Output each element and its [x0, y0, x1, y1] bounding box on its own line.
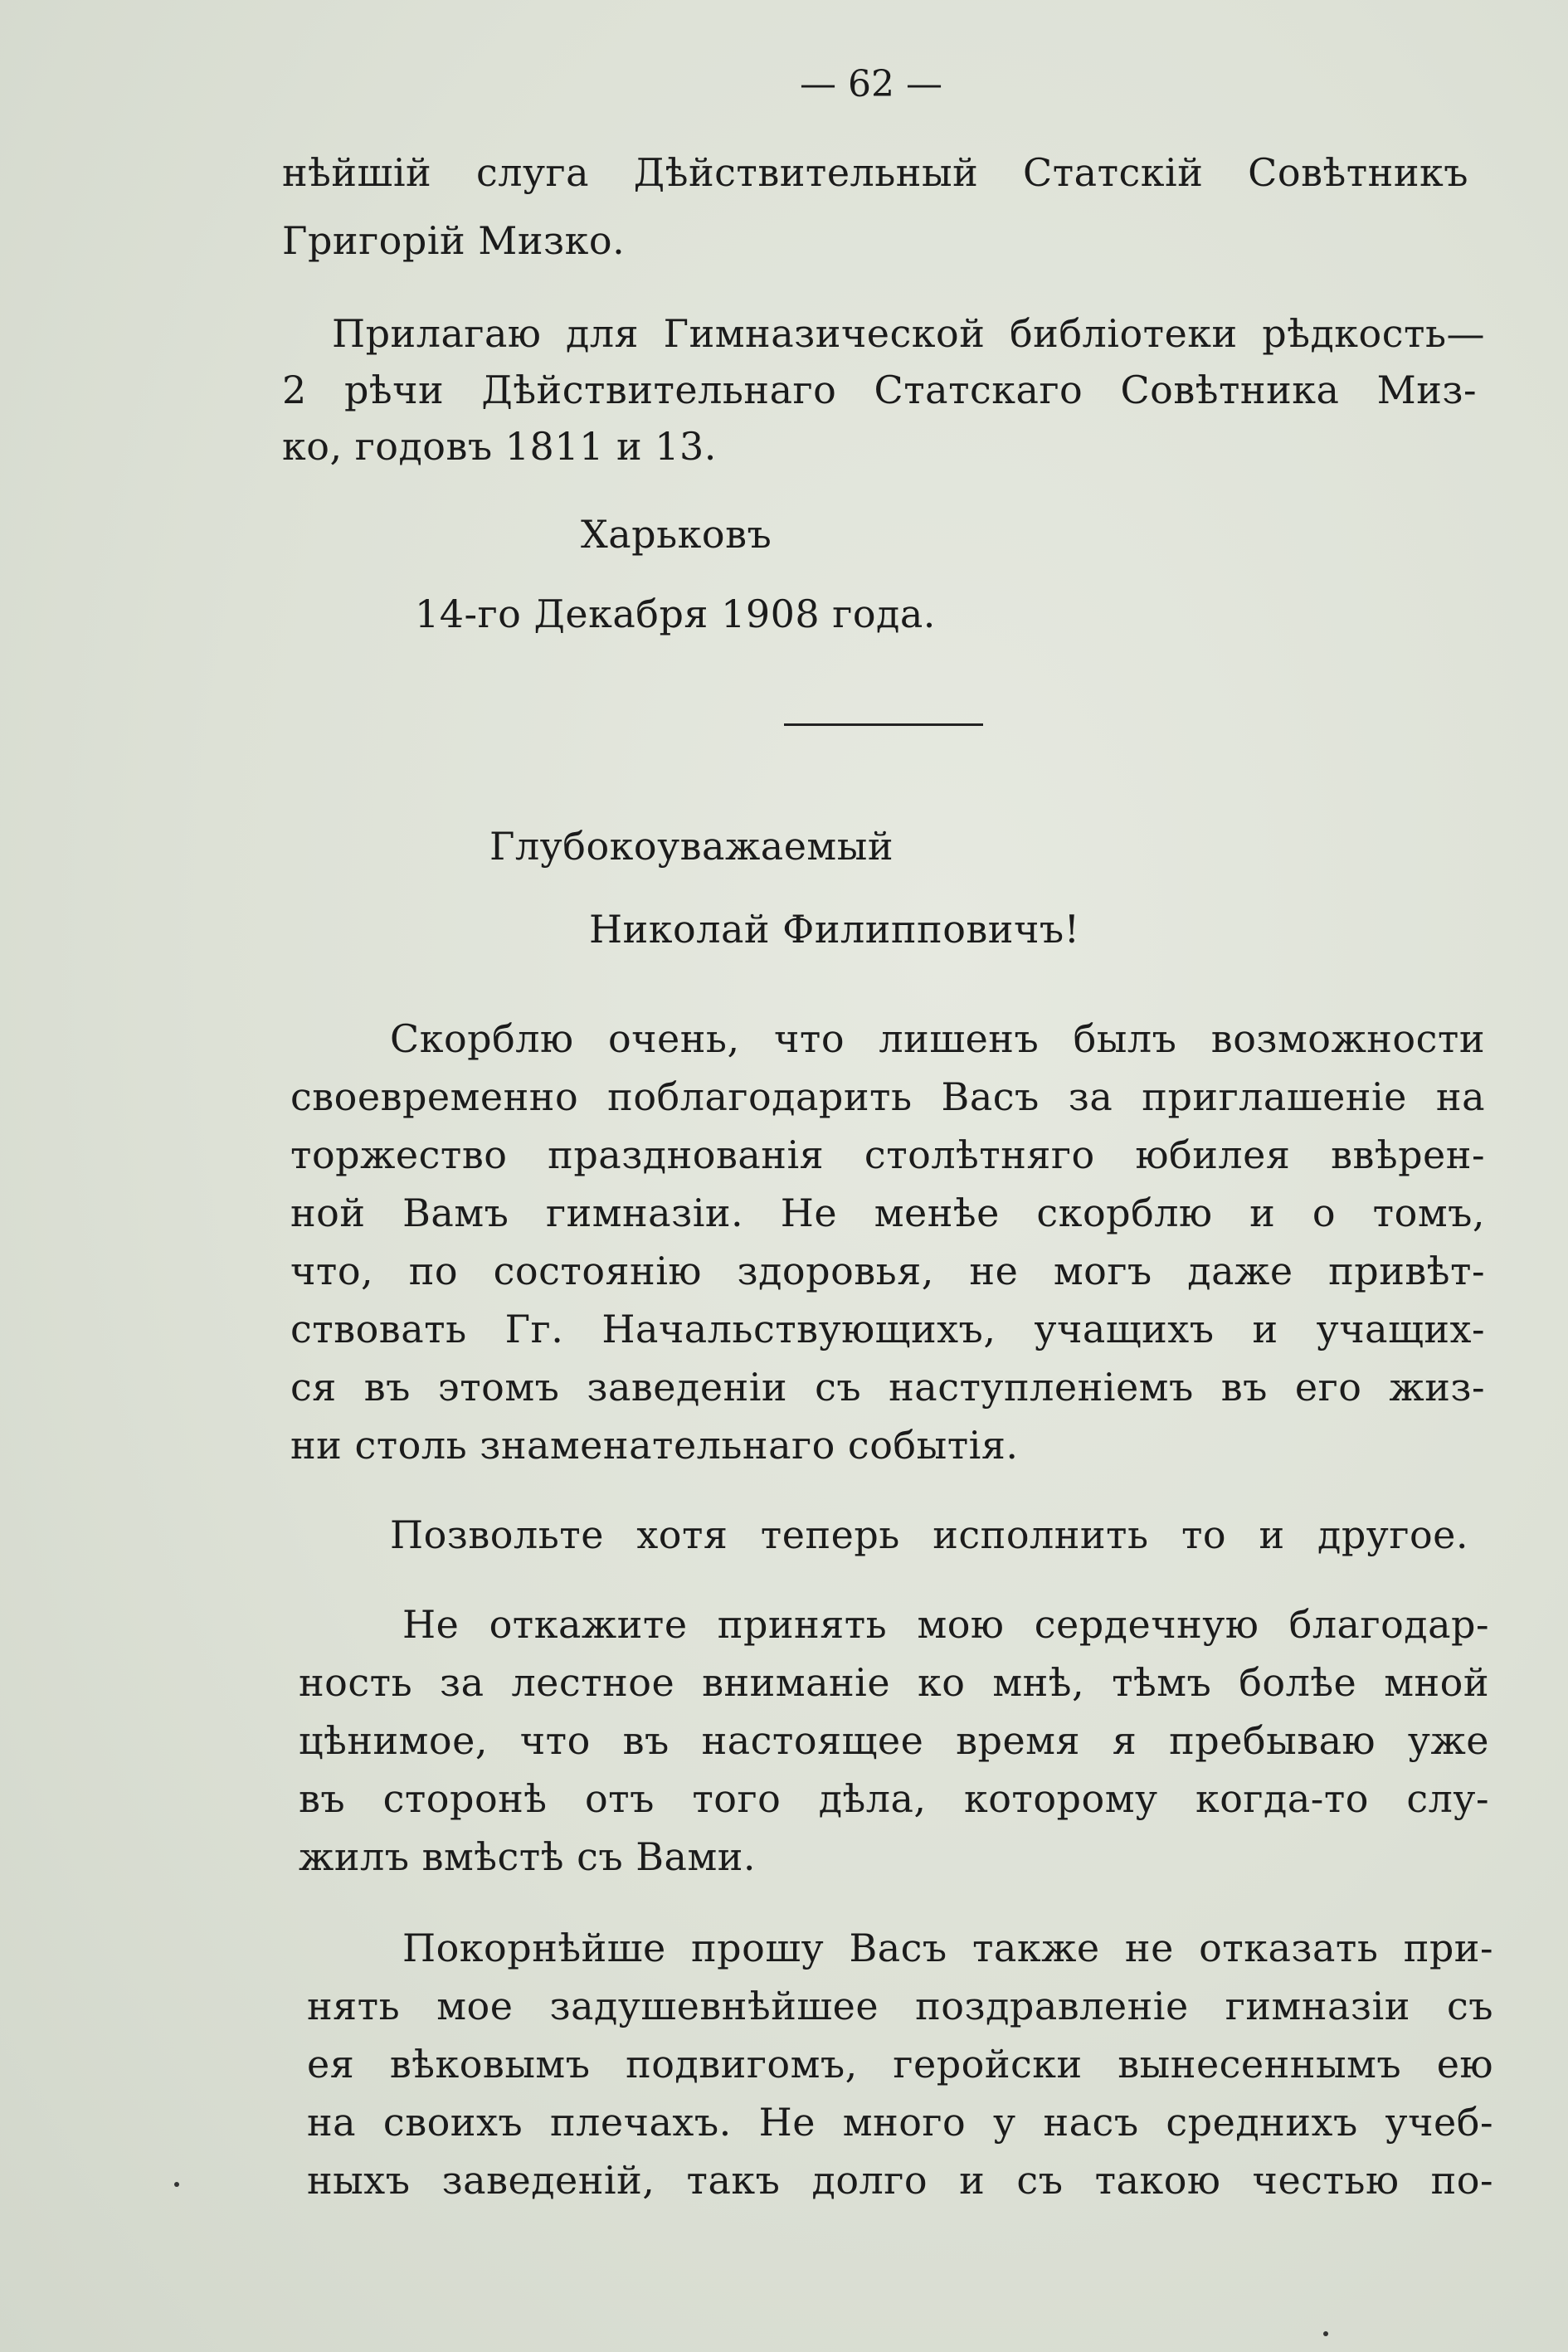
text-line: торжество празднованія столѣтняго юбилея ввѣрен- [290, 1132, 1485, 1177]
text-line: Григорій Мизко. [282, 218, 626, 263]
text-line: ной Вамъ гимназіи. Не менѣе скорблю и о томъ, [290, 1191, 1485, 1235]
paper-speck [1323, 2331, 1328, 2336]
text-line: Позвольте хотя теперь исполнить то и другое. [390, 1512, 1468, 1557]
text-line: жилъ вмѣстѣ съ Вами. [299, 1834, 757, 1879]
text-line: Прилагаю для Гимназической библіотеки рѣдкость— [332, 311, 1485, 356]
text-line: своевременно поблагодарить Васъ за приглашеніе на [290, 1074, 1485, 1119]
text-line: нѣйшій слуга Дѣйствительный Статскій Совѣтникъ [282, 150, 1468, 195]
text-line: ея вѣковымъ подвигомъ, геройски вынесеннымъ ею [307, 2042, 1493, 2087]
text-line: Покорнѣйше прошу Васъ также не отказать при- [402, 1926, 1493, 1970]
page-number: — 62 — [800, 63, 942, 105]
text-line: ныхъ заведеній, такъ долго и съ такою честью по- [307, 2158, 1493, 2203]
text-line: ствовать Гг. Начальствующихъ, учащихъ и учащих- [290, 1307, 1485, 1351]
text-line: 2 рѣчи Дѣйствительнаго Статскаго Совѣтника Миз- [282, 368, 1477, 412]
text-line: нять мое задушевнѣйшее поздравленіе гимназіи съ [307, 1984, 1493, 2028]
text-line: цѣнимое, что въ настоящее время я пребываю уже [299, 1718, 1489, 1763]
text-line: на своихъ плечахъ. Не много у насъ среднихъ учеб- [307, 2100, 1493, 2145]
salutation-line: Глубокоуважаемый [489, 824, 894, 869]
paper-speck [174, 2182, 179, 2187]
place-line: Харьковъ [581, 512, 772, 557]
date-line: 14-го Декабря 1908 года. [415, 592, 936, 636]
text-line: ни столь знаменательнаго событія. [290, 1423, 1019, 1468]
salutation-line: Николай Филипповичъ! [589, 907, 1080, 952]
text-line: ся въ этомъ заведеніи съ наступленіемъ въ его жиз- [290, 1365, 1485, 1410]
text-line: въ сторонѣ отъ того дѣла, которому когда-то слу- [299, 1776, 1489, 1821]
text-line: Не откажите принять мою сердечную благодар- [402, 1602, 1489, 1647]
text-line: что, по состоянію здоровья, не могъ даже привѣт- [290, 1249, 1485, 1293]
text-line: ко, годовъ 1811 и 13. [282, 424, 717, 469]
text-line: Скорблю очень, что лишенъ былъ возможности [390, 1016, 1485, 1061]
text-line: ность за лестное вниманіе ко мнѣ, тѣмъ болѣе мной [299, 1660, 1489, 1705]
separator-rule [784, 723, 983, 726]
